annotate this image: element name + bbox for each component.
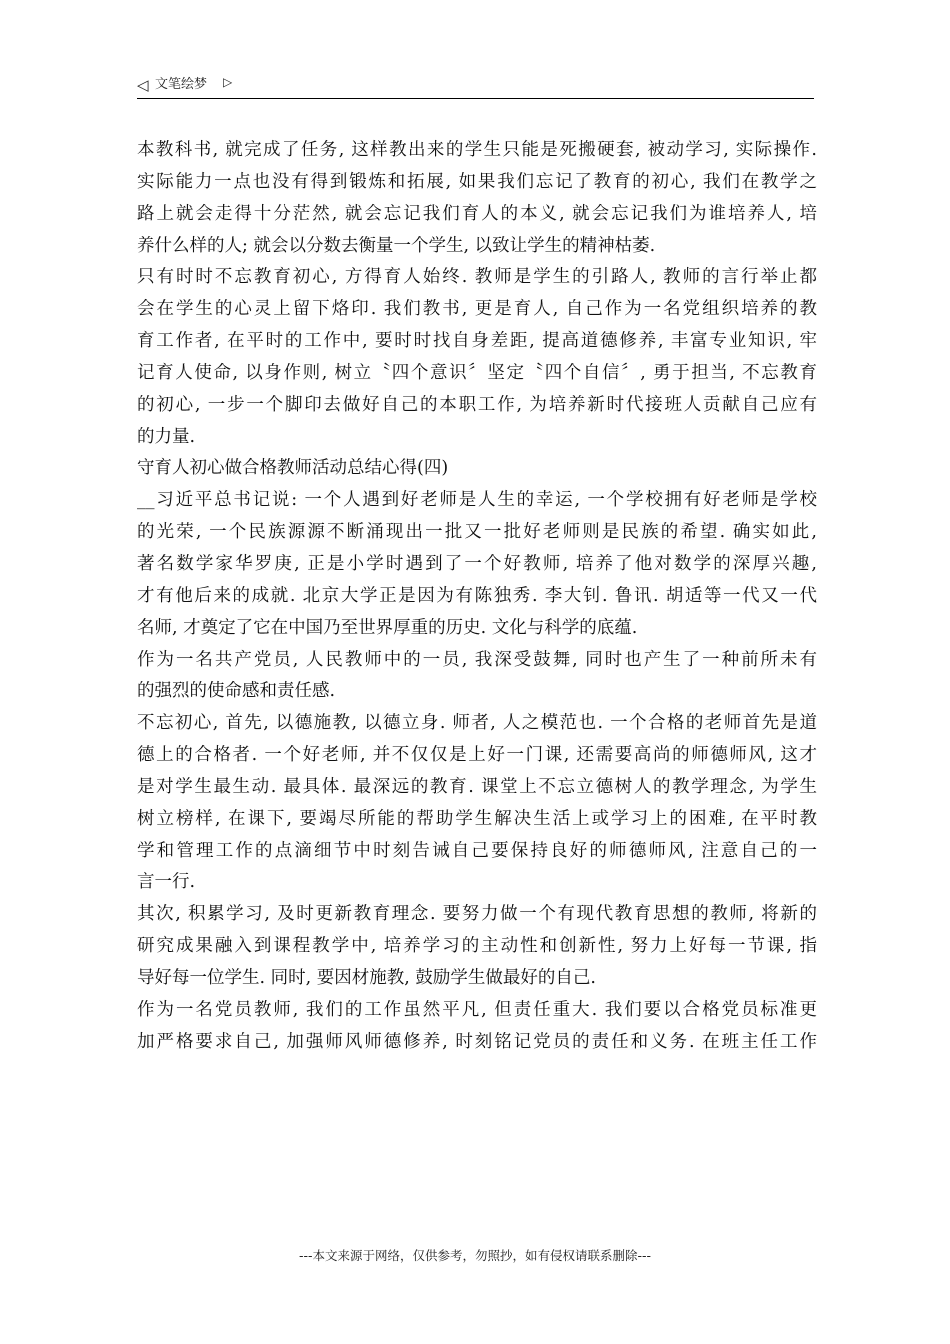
text-line: 的强烈的使命感和责任感. — [137, 681, 336, 702]
text-line: 的力量. — [137, 426, 196, 447]
text-line: 不忘初心, 首先, 以德施教, 以德立身. 师者, 人之模范也. 一个合格的老师首先是道 — [137, 713, 817, 734]
page-header — [137, 74, 814, 99]
text-line: 树立榜样, 在课下, 要竭尽所能的帮助学生解决生活上或学习上的困难, 在平时教 — [137, 808, 817, 829]
document-body — [137, 135, 817, 1058]
text-line: 加严格要求自己, 加强师风师德修养, 时刻铭记党员的责任和义务. 在班主任工作 — [137, 1031, 817, 1052]
text-line: 名师, 才奠定了它在中国乃至世界厚重的历史. 文化与科学的底蕴. — [137, 617, 638, 638]
text-line: 育工作者, 在平时的工作中, 要时时找自身差距, 提高道德修养, 丰富专业知识, 牢 — [137, 331, 817, 352]
header-title: 文笔绘梦 — [155, 77, 208, 92]
text-line: 其次, 积累学习, 及时更新教育理念. 要努力做一个有现代教育思想的教师, 将新的 — [137, 904, 817, 925]
text-line: __习近平总书记说: 一个人遇到好老师是人生的幸运, 一个学校拥有好老师是学校 — [137, 490, 817, 511]
text-line: 导好每一位学生. 同时, 要因材施教, 鼓励学生做最好的自己. — [137, 967, 596, 988]
right-triangle-icon: ▷ — [223, 75, 233, 89]
text-line: 才有他后来的成就. 北京大学正是因为有陈独秀. 李大钊. 鲁讯. 胡适等一代又一代 — [137, 585, 817, 606]
text-line: 作为一名党员教师, 我们的工作虽然平凡, 但责任重大. 我们要以合格党员标准更 — [137, 999, 817, 1020]
text-line: 是对学生最生动. 最具体. 最深远的教育. 课堂上不忘立德树人的教学理念, 为学生 — [137, 776, 817, 797]
text-line: 本教科书, 就完成了任务, 这样教出来的学生只能是死搬硬套, 被动学习, 实际操作. — [137, 140, 817, 160]
text-line: 会在学生的心灵上留下烙印. 我们教书, 更是育人, 自己作为一名党组织培养的教 — [137, 299, 817, 320]
text-line: 只有时时不忘教育初心, 方得育人始终. 教师是学生的引路人, 教师的言行举止都 — [137, 267, 817, 288]
text-line: 路上就会走得十分茫然, 就会忘记我们育人的本义, 就会忘记我们为谁培养人, 培 — [137, 203, 817, 224]
section-heading: 守育人初心做合格教师活动总结心得(四) — [137, 458, 449, 479]
text-line: 的初心, 一步一个脚印去做好自己的本职工作, 为培养新时代接班人贡献自己应有 — [137, 394, 817, 415]
text-line: 德上的合格者. 一个好老师, 并不仅仅是上好一门课, 还需要高尚的师德师风, 这才 — [137, 745, 817, 766]
text-line: 作为一名共产党员, 人民教师中的一员, 我深受鼓舞, 同时也产生了一种前所未有 — [137, 649, 817, 670]
text-line: 学和管理工作的点滴细节中时刻告诫自己要保持良好的师德师风, 注意自己的一 — [137, 840, 817, 861]
text-line: 研究成果融入到课程教学中, 培养学习的主动性和创新性, 努力上好每一节课, 指 — [137, 936, 817, 957]
text-line: 记育人使命, 以身作则, 树立〝四个意识〞坚定〝四个自信〞, 勇于担当, 不忘教育 — [137, 362, 817, 383]
text-line: 言一行. — [137, 872, 196, 893]
text-line: 养什么样的人; 就会以分数去衡量一个学生, 以致让学生的精神枯萎. — [137, 235, 656, 256]
text-line: 著名数学家华罗庚, 正是小学时遇到了一个好教师, 培养了他对数学的深厚兴趣, — [137, 553, 817, 574]
text-line: 的光荣, 一个民族源源不断涌现出一批又一批好老师则是民族的希望. 确实如此, — [137, 522, 817, 543]
page-footer: ---本文来源于网络，仅供参考，勿照抄，如有侵权请联系删除--- — [298, 1248, 652, 1263]
left-triangle-icon: ◁ — [137, 76, 149, 94]
text-line: 实际能力一点也没有得到锻炼和拓展, 如果我们忘记了教育的初心, 我们在教学之 — [137, 171, 817, 192]
